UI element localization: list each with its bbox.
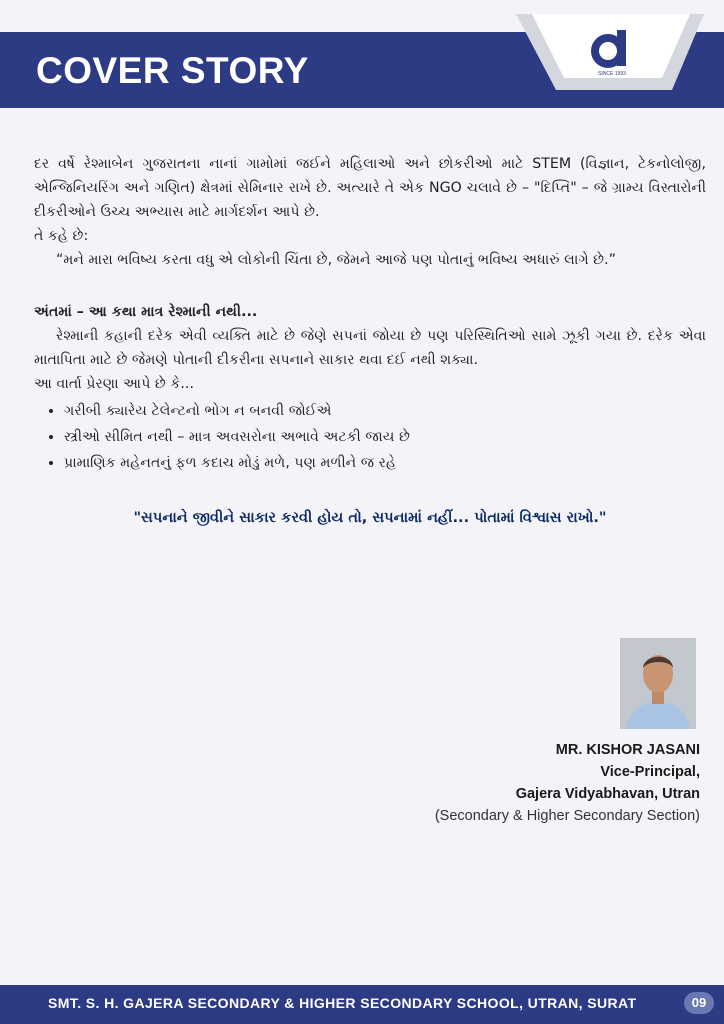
page-title: COVER STORY xyxy=(36,50,309,91)
author-title: Vice-Principal, xyxy=(600,764,700,780)
school-logo-icon xyxy=(512,12,708,92)
author-section: (Secondary & Higher Secondary Section) xyxy=(434,808,700,824)
closing-quote: "સપનાને જીવીને સાકાર કરવી હોય તો, સપનામાં નહીં... પોતામાં વિશ્વાસ રાખો." xyxy=(133,509,607,526)
quote: “મને મારા ભવિષ્ય કરતા વધુ એ લોકોની ચિંતા છે, જેમને આજે પણ પોતાનું ભવિષ્ય અધારું લાગે છે.” xyxy=(56,252,617,268)
author-photo xyxy=(620,638,696,729)
list-item: • પ્રામાણિક મહેનતનું ફળ કદાચ મોડું મળે, પણ મળીને જ રહે xyxy=(64,450,706,476)
intro-paragraph: દર વર્ષે રેશ્માબેન ગુજરાતના નાનાં ગામોમાં જઈને મહિલાઓ અને છોકરીઓ માટે STEM (વિજ્ઞાન, ટેકનોલોજી, એન્જિનિયરિંગ અને ગણિત) ક્ષેત્રમાં સેમિનાર રાખે છે. અત્યારે તે એક NGO ચલાવે છે – "દિપ્તિ" – જે ગ્રામ્ય વિસ્તારોની દીકરીઓને ઉચ્ચ અભ્યાસ માટે માર્ગદર્શન આપે છે. xyxy=(34,156,706,220)
footer-school-name: SMT. S. H. GAJERA SECONDARY & HIGHER SECONDARY SCHOOL, UTRAN, SURAT xyxy=(48,995,637,1011)
section-heading: અંતમાં – આ કથા માત્ર રેશ્માની નથી... xyxy=(34,304,258,320)
logo-since-text: SINCE 1993 xyxy=(598,71,626,77)
bullet-list xyxy=(34,398,706,476)
says-line: તે કહે છે: xyxy=(34,228,89,244)
article-body xyxy=(34,152,706,530)
signature-block xyxy=(435,739,700,827)
author-name: MR. KISHOR JASANI xyxy=(555,742,700,758)
section-paragraph: રેશ્માની કહાની દરેક એવી વ્યક્તિ માટે છે જેણે સપનાં જોયા છે પણ પરિસ્થિતિઓ સામે ઝૂકી ગયા છે. દરેક એવા માતાપિતા માટે છે જેમણે પોતાની દીકરીના સપનાને સાકાર થવા દઈ નથી શક્યા. xyxy=(34,328,706,368)
inspire-line: આ વાર્તા પ્રેરણા આપે છે કે... xyxy=(34,376,194,392)
list-item: • સ્ત્રીઓ સીમિત નથી – માત્ર અવસરોના અભાવે અટકી જાય છે xyxy=(64,424,706,450)
list-item: • ગરીબી ક્યારેય ટેલેન્ટનો ભોગ ન બનવી જોઈએ xyxy=(64,398,706,424)
author-school: Gajera Vidyabhavan, Utran xyxy=(515,786,700,802)
page-number-badge: 09 xyxy=(684,992,714,1014)
